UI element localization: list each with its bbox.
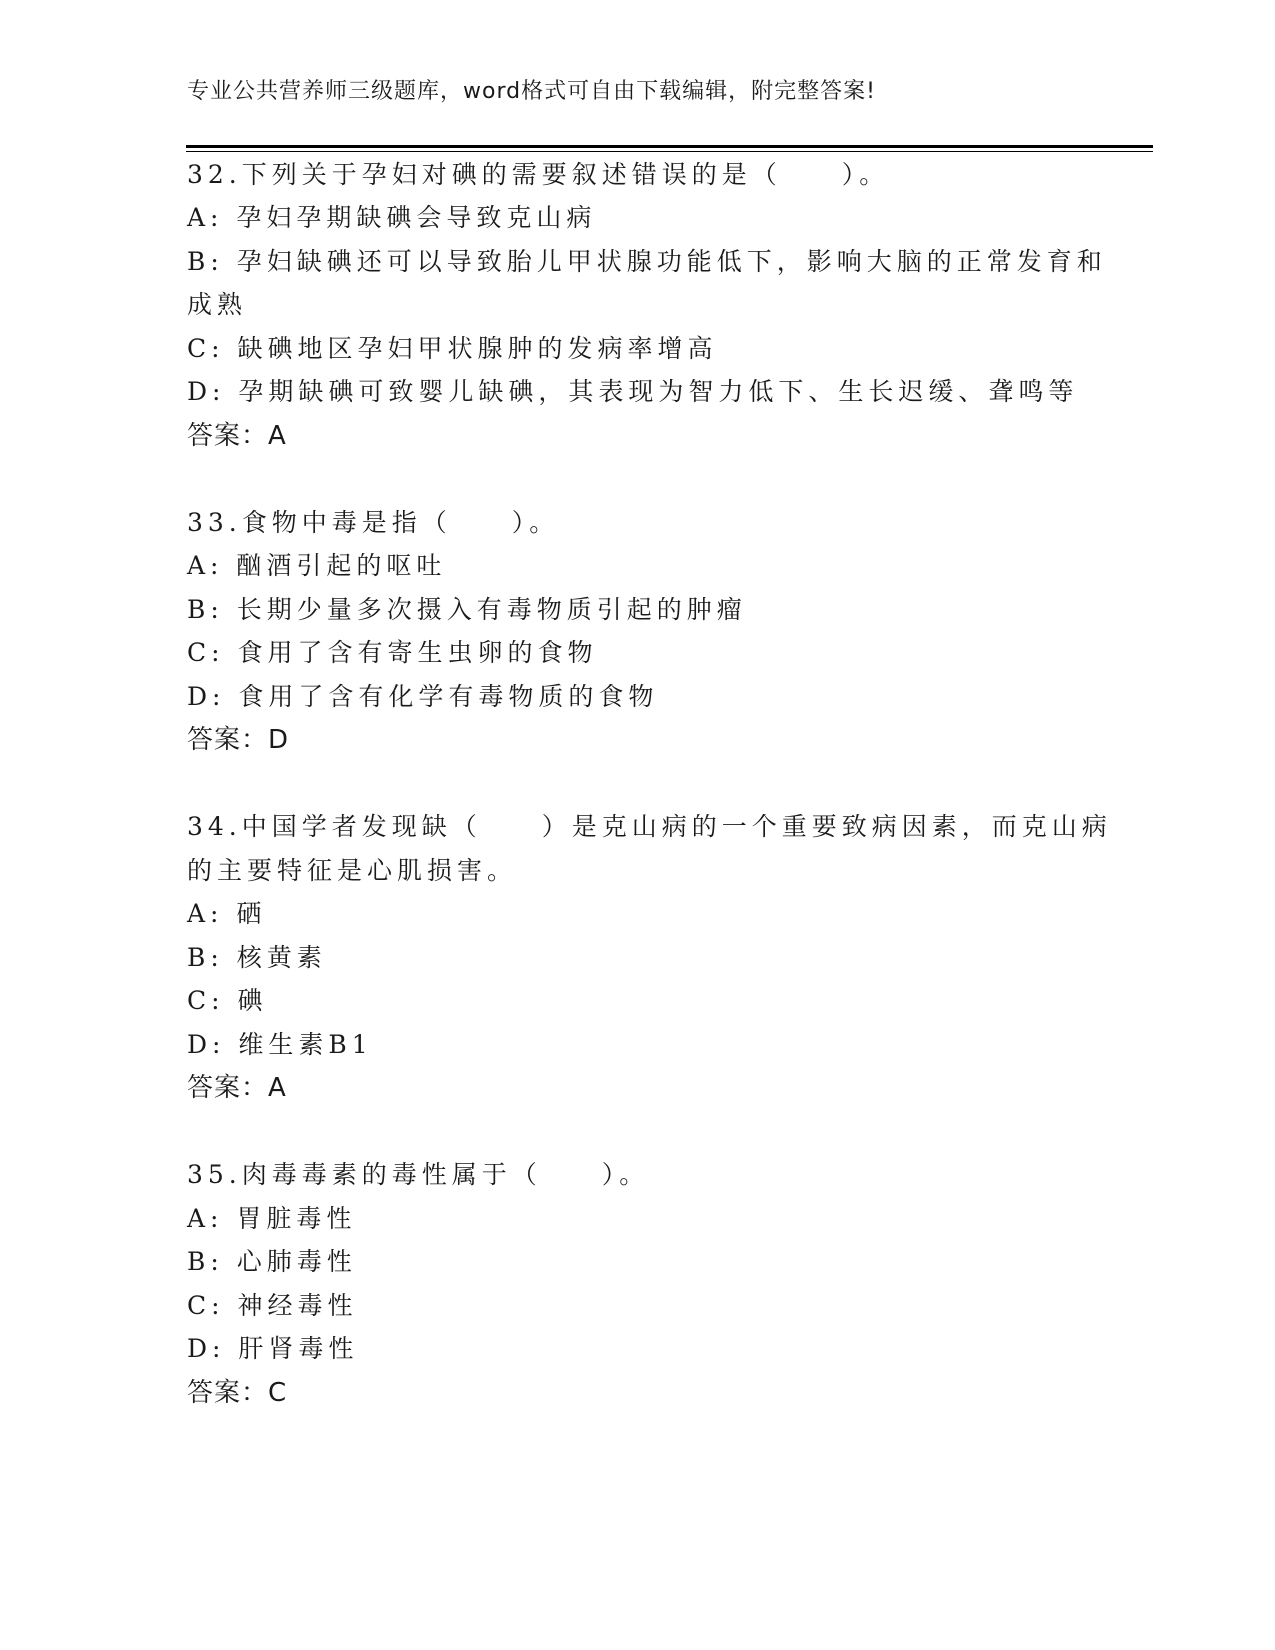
question-32-answer: 答案：A: [187, 421, 287, 451]
question-34-stem-line-2: 的主要特征是心肌损害。: [187, 856, 518, 885]
question-34-option-d: D: 维生素B1: [187, 1030, 373, 1059]
header-rule-thick: [186, 145, 1153, 148]
question-34-stem-line-1: 34.中国学者发现缺（ ）是克山病的一个重要致病因素，而克山病: [187, 812, 1112, 841]
question-32-option-d: D: 孕期缺碘可致婴儿缺碘，其表现为智力低下、生长迟缓、聋鸣等: [187, 377, 1079, 406]
question-32-option-b-line-1: B: 孕妇缺碘还可以导致胎儿甲状腺功能低下，影响大脑的正常发育和: [187, 247, 1107, 276]
question-32-stem-line-1: 32.下列关于孕妇对碘的需要叙述错误的是（ ）。: [187, 160, 890, 189]
question-33-option-c: C: 食用了含有寄生虫卵的食物: [187, 638, 598, 667]
question-35-option-a: A: 胃脏毒性: [187, 1204, 357, 1233]
question-34-option-a: A: 硒: [187, 899, 267, 928]
question-33-option-d: D: 食用了含有化学有毒物质的食物: [187, 682, 659, 711]
question-34-option-b: B: 核黄素: [187, 943, 327, 972]
question-33-option-a: A: 酗酒引起的呕吐: [187, 551, 447, 580]
question-35-option-b: B: 心肺毒性: [187, 1247, 357, 1276]
question-33-option-b: B: 长期少量多次摄入有毒物质引起的肿瘤: [187, 595, 747, 624]
question-34-option-c: C: 碘: [187, 986, 268, 1015]
header-rule-thin: [186, 151, 1153, 152]
question-33-stem-line-1: 33.食物中毒是指（ ）。: [187, 508, 560, 537]
question-35-option-c: C: 神经毒性: [187, 1291, 358, 1320]
question-32-option-c: C: 缺碘地区孕妇甲状腺肿的发病率增高: [187, 334, 718, 363]
question-35-answer: 答案：C: [187, 1378, 288, 1408]
question-34-answer: 答案：A: [187, 1073, 287, 1103]
question-32-option-b-line-2: 成熟: [187, 290, 248, 319]
question-33-answer: 答案：D: [187, 725, 290, 755]
question-35-stem-line-1: 35.肉毒毒素的毒性属于（ ）。: [187, 1160, 650, 1189]
question-32-option-a: A: 孕妇孕期缺碘会导致克山病: [187, 203, 597, 232]
question-35-option-d: D: 肝肾毒性: [187, 1334, 359, 1363]
page-header: 专业公共营养师三级题库，word格式可自由下载编辑，附完整答案!: [187, 79, 876, 104]
